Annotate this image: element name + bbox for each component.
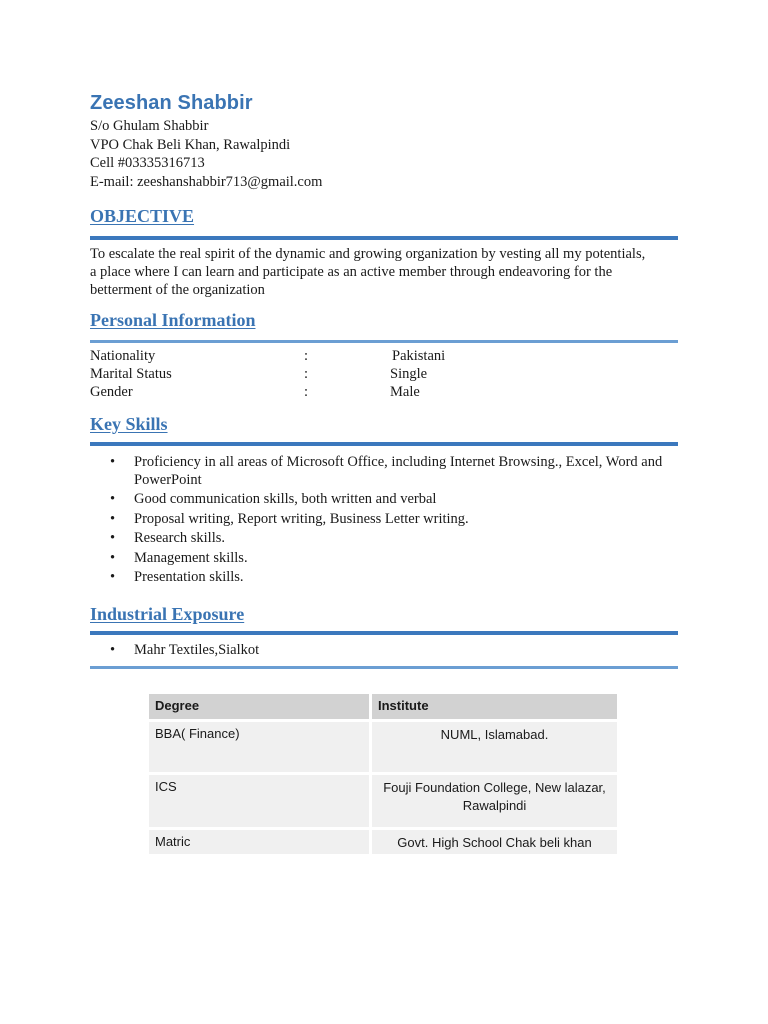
info-label: Nationality bbox=[90, 348, 156, 364]
industrial-exposure-divider bbox=[90, 631, 678, 635]
address: VPO Chak Beli Khan, Rawalpindi bbox=[90, 136, 291, 153]
column-header-degree: Degree bbox=[149, 694, 369, 719]
info-value: Pakistani bbox=[392, 348, 446, 364]
info-row-marital-status bbox=[90, 366, 490, 384]
list-item: • Research skills. bbox=[90, 529, 680, 547]
degree-cell: Matric bbox=[149, 827, 369, 854]
degree-cell: BBA( Finance) bbox=[149, 719, 369, 772]
list-item: • Proficiency in all areas of Microsoft Office, including Internet Browsing., Excel, Word and PowerPoint bbox=[90, 453, 680, 489]
table-header-row bbox=[149, 694, 617, 719]
list-item: • Presentation skills. bbox=[90, 568, 680, 586]
objective-line: To escalate the real spirit of the dynamic and growing organization by vesting all my potentials, bbox=[90, 246, 646, 262]
institute-cell: Govt. High School Chak beli khan bbox=[372, 827, 617, 854]
cell-number: Cell #03335316713 bbox=[90, 155, 205, 171]
info-separator: : bbox=[304, 348, 309, 364]
key-skills-heading: Key Skills bbox=[90, 414, 168, 434]
list-item: • Proposal writing, Report writing, Business Letter writing. bbox=[90, 510, 680, 528]
table-row bbox=[149, 772, 617, 827]
objective-line: betterment of the organization bbox=[90, 282, 265, 298]
degree-cell: ICS bbox=[149, 772, 369, 827]
education-table bbox=[146, 694, 620, 854]
info-value: Male bbox=[390, 384, 420, 400]
list-item: • Management skills. bbox=[90, 549, 680, 567]
table-row bbox=[149, 827, 617, 854]
key-skills-divider bbox=[90, 442, 678, 446]
candidate-name: Zeeshan Shabbir bbox=[90, 92, 253, 114]
skills-list bbox=[90, 453, 680, 587]
info-row-gender bbox=[90, 384, 490, 402]
list-item: • Good communication skills, both written and verbal bbox=[90, 490, 680, 508]
objective-divider bbox=[90, 236, 678, 240]
personal-info-divider bbox=[90, 340, 678, 343]
objective-heading: OBJECTIVE bbox=[90, 206, 195, 226]
email: E-mail: zeeshanshabbir713@gmail.com bbox=[90, 173, 323, 190]
info-label: Marital Status bbox=[90, 366, 172, 382]
industrial-exposure-heading: Industrial Exposure bbox=[90, 604, 245, 624]
info-separator: : bbox=[304, 366, 309, 382]
objective-line: a place where I can learn and participate as an active member through endeavoring for the bbox=[90, 264, 613, 280]
list-item: • Mahr Textiles,Sialkot bbox=[90, 641, 680, 659]
info-row-nationality bbox=[90, 348, 490, 366]
exposure-bottom-divider bbox=[90, 666, 678, 669]
personal-info-heading: Personal Information bbox=[90, 310, 256, 330]
institute-cell: Fouji Foundation College, New lalazar, Rawalpindi bbox=[372, 772, 617, 827]
father-name: S/o Ghulam Shabbir bbox=[90, 118, 209, 134]
objective-text bbox=[90, 245, 680, 299]
info-separator: : bbox=[304, 384, 309, 400]
contact-block bbox=[90, 117, 322, 191]
institute-cell: NUML, Islamabad. bbox=[372, 719, 617, 772]
table-row bbox=[149, 719, 617, 772]
column-header-institute: Institute bbox=[372, 694, 617, 719]
exposure-list bbox=[90, 641, 680, 660]
info-value: Single bbox=[390, 366, 428, 382]
info-label: Gender bbox=[90, 384, 133, 400]
